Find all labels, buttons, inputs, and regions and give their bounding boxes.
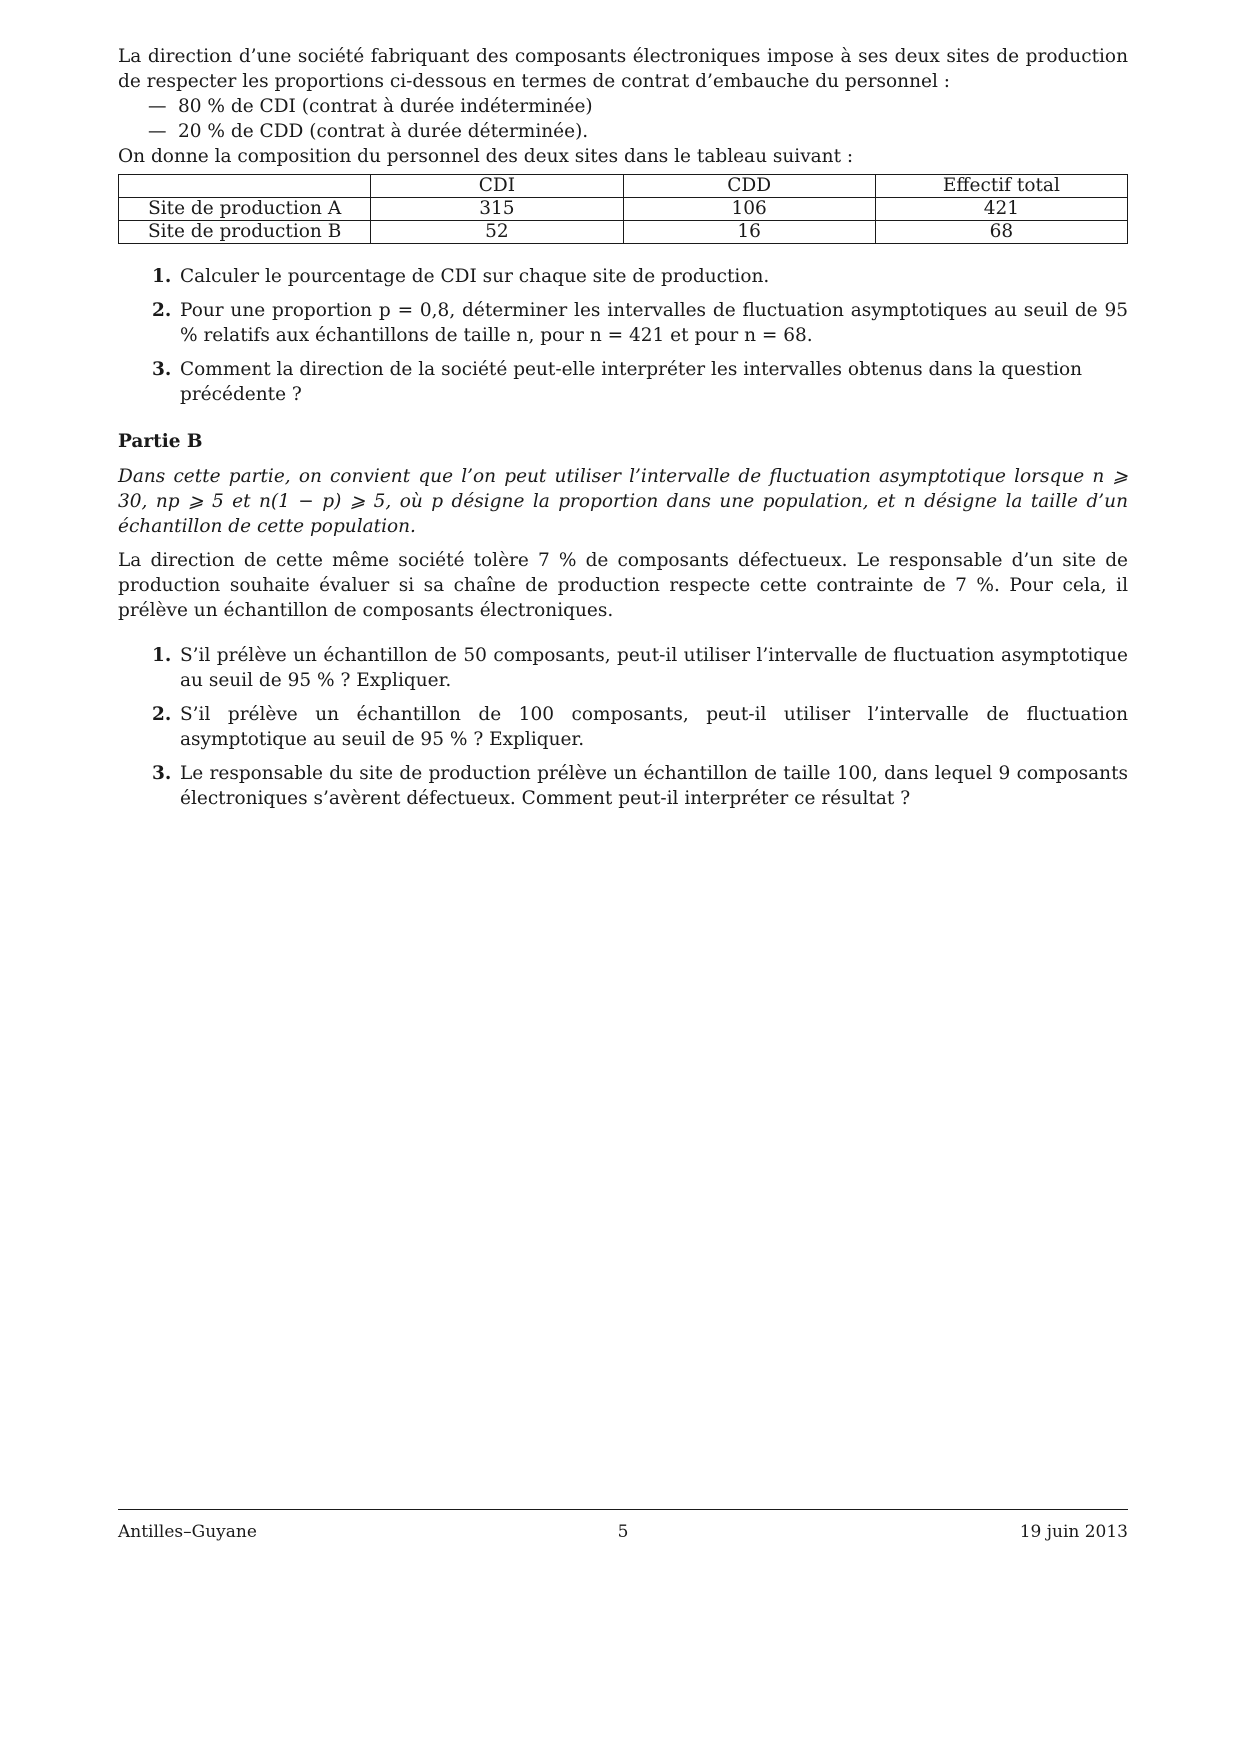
table-intro: On donne la composition du personnel des deux sites dans le tableau suivant : xyxy=(118,146,854,167)
table-row xyxy=(119,221,1128,244)
part-b-title: Partie B xyxy=(118,431,203,452)
dash-icon: — xyxy=(148,121,167,142)
question-text: Comment la direction de la société peut-elle interpréter les intervalles obtenus dans la question précédente ? xyxy=(180,359,1083,405)
footer-date: 19 juin 2013 xyxy=(1019,1522,1128,1542)
personnel-table xyxy=(118,174,1128,244)
part-b-paragraph: La direction de cette même société tolère 7 % de composants défectueux. Le responsable d’un site de production souhaite évaluer si sa chaîne de production respecte cette contrainte de 7 %. Pour cela, il prélève un échantillon de composants électroniques. xyxy=(118,550,1128,621)
question-number: 2. xyxy=(152,704,172,725)
part-a-questions xyxy=(118,264,1128,407)
intro-paragraph: La direction d’une société fabriquant des composants électroniques impose à ses deux sites de production de respecter les proportions ci-dessous en termes de contrat d’embauche du personnel : xyxy=(118,46,1128,92)
page-footer xyxy=(118,1509,1128,1544)
part-b-questions xyxy=(118,643,1128,811)
question-item xyxy=(118,702,1128,752)
table-cell: 52 xyxy=(371,221,623,244)
question-item xyxy=(118,357,1128,407)
question-text: Le responsable du site de production prélève un échantillon de taille 100, dans lequel 9 composants électroniques s’avèrent défectueux. Comment peut-il interpréter ce résultat ? xyxy=(180,763,1128,809)
page-content xyxy=(118,44,1128,820)
table-cell: 106 xyxy=(623,198,875,221)
question-number: 1. xyxy=(152,645,172,666)
question-item xyxy=(118,761,1128,811)
table-cell: 421 xyxy=(875,198,1127,221)
part-b-condition: Dans cette partie, on convient que l’on peut utiliser l’intervalle de fluctuation asymptotique lorsque n ⩾ 30, np ⩾ 5 et n(1 − p) ⩾ 5, où p désigne la proportion dans une population, et n désigne la taille d’un échantillon de cette population. xyxy=(118,466,1128,537)
table-cell: 315 xyxy=(371,198,623,221)
table-row xyxy=(119,198,1128,221)
question-number: 3. xyxy=(152,359,172,380)
table-header-cell xyxy=(119,175,371,198)
table-cell: 68 xyxy=(875,221,1127,244)
table-cell: Site de production B xyxy=(119,221,371,244)
question-number: 2. xyxy=(152,300,172,321)
question-text: S’il prélève un échantillon de 100 composants, peut-il utiliser l’intervalle de fluctuation asymptotique au seuil de 95 % ? Expliquer. xyxy=(180,704,1128,750)
footer-left: Antilles–Guyane xyxy=(118,1522,257,1542)
question-item xyxy=(118,264,1128,289)
table-header-row xyxy=(119,175,1128,198)
dash-icon: — xyxy=(148,96,167,117)
question-number: 1. xyxy=(152,266,172,287)
question-item xyxy=(118,298,1128,348)
table-cell: 16 xyxy=(623,221,875,244)
question-text: Calculer le pourcentage de CDI sur chaque site de production. xyxy=(180,266,770,287)
question-number: 3. xyxy=(152,763,172,784)
list-item: — 80 % de CDI (contrat à durée indéterminée) xyxy=(148,96,593,117)
page-number: 5 xyxy=(617,1522,629,1542)
table-header-cell: Effectif total xyxy=(875,175,1127,198)
question-text: S’il prélève un échantillon de 50 composants, peut-il utiliser l’intervalle de fluctuation asymptotique au seuil de 95 % ? Expliquer. xyxy=(180,645,1128,691)
list-item: — 20 % de CDD (contrat à durée déterminée). xyxy=(148,121,589,142)
table-header-cell: CDD xyxy=(623,175,875,198)
table-cell: Site de production A xyxy=(119,198,371,221)
question-item xyxy=(118,643,1128,693)
question-text: Pour une proportion p = 0,8, déterminer les intervalles de fluctuation asymptotiques au seuil de 95 % relatifs aux échantillons de taille n, pour n = 421 et pour n = 68. xyxy=(180,300,1128,346)
table-header-cell: CDI xyxy=(371,175,623,198)
